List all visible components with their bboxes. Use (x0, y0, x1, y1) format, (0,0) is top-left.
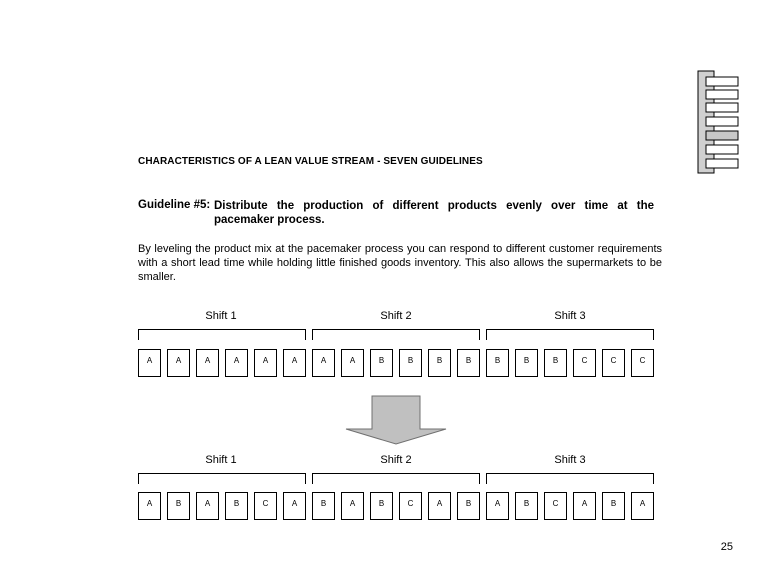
body-paragraph: By leveling the product mix at the pacemaker process you can respond to different customer requirements with a short lead time while holding little finished goods inventory. This also allows the supermarkets to be smaller. (138, 243, 662, 283)
product-kanban: A (312, 349, 335, 377)
shift-bracket (486, 329, 654, 340)
product-kanban: B (399, 349, 422, 377)
product-kanban: C (399, 492, 422, 520)
product-kanban: B (544, 349, 567, 377)
product-kanban: A (225, 349, 248, 377)
product-kanban: A (254, 349, 277, 377)
product-kanban: A (341, 492, 364, 520)
product-kanban: B (312, 492, 335, 520)
shift-label: Shift 2 (380, 310, 412, 322)
product-kanban: A (283, 349, 306, 377)
product-kanban: A (486, 492, 509, 520)
product-kanban: A (631, 492, 654, 520)
product-kanban: A (283, 492, 306, 520)
product-kanban: B (428, 349, 451, 377)
product-kanban: B (167, 492, 190, 520)
product-kanban: B (486, 349, 509, 377)
shift-label: Shift 1 (205, 454, 237, 466)
product-kanban: C (631, 349, 654, 377)
shift-label: Shift 3 (554, 454, 586, 466)
down-arrow-icon (345, 395, 447, 445)
shift-label: Shift 3 (554, 310, 586, 322)
shift-bracket (138, 473, 306, 484)
product-kanban: B (457, 492, 480, 520)
value-stream-stack-icon (697, 70, 741, 174)
shift-bracket (312, 329, 480, 340)
guideline-text: Distribute the production of different products evenly over time at the pacemaker process. (214, 200, 654, 226)
product-kanban: A (138, 492, 161, 520)
product-kanban: B (370, 349, 393, 377)
product-kanban: C (544, 492, 567, 520)
product-kanban: B (457, 349, 480, 377)
product-kanban: A (196, 349, 219, 377)
product-kanban: A (341, 349, 364, 377)
product-kanban: C (573, 349, 596, 377)
section-heading: CHARACTERISTICS OF A LEAN VALUE STREAM - SEVEN GUIDELINES (138, 156, 483, 167)
product-kanban: C (602, 349, 625, 377)
product-kanban: B (515, 492, 538, 520)
shift-label: Shift 2 (380, 454, 412, 466)
shift-bracket (486, 473, 654, 484)
guideline-label: Guideline #5: (138, 199, 211, 211)
product-kanban: A (167, 349, 190, 377)
shift-label: Shift 1 (205, 310, 237, 322)
product-kanban: A (196, 492, 219, 520)
product-kanban: A (428, 492, 451, 520)
product-kanban: A (138, 349, 161, 377)
product-kanban: C (254, 492, 277, 520)
page-number: 25 (720, 541, 733, 553)
product-kanban: B (370, 492, 393, 520)
product-kanban: A (573, 492, 596, 520)
shift-bracket (138, 329, 306, 340)
product-kanban: B (515, 349, 538, 377)
shift-bracket (312, 473, 480, 484)
product-kanban: B (602, 492, 625, 520)
product-kanban: B (225, 492, 248, 520)
